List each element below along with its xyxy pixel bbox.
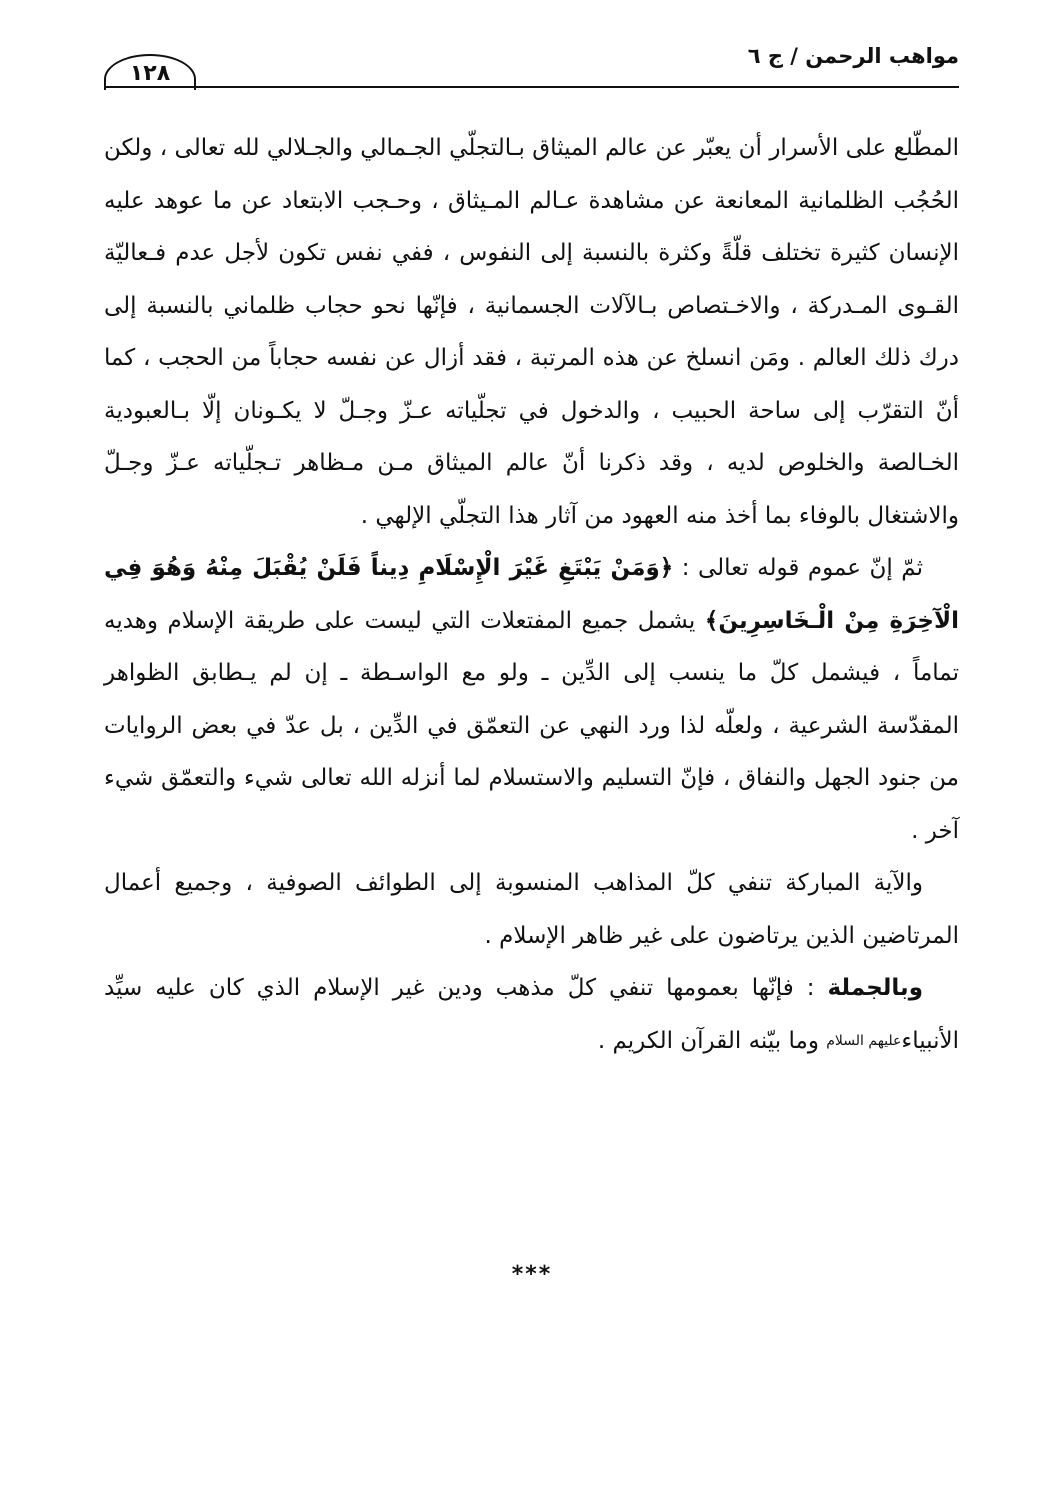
quran-verse: ﴿وَمَنْ يَبْتَغِ غَيْرَ الْإِسْلَامِ دِيناً فَلَنْ يُقْبَلَ مِنْهُ وَهُوَ فِي الْآخِرَةِ مِنْ الْـخَاسِرِينَ﴾: [104, 555, 959, 634]
paragraph-2: [104, 542, 959, 857]
paragraph-2-body: يشمل جميع المفتعلات التي ليست على طريقة الإسلام وهديه تماماً ، فيشمل كلّ ما ينسب إلى الدِّين ـ ولو مع الواسـطة ـ إن لم يـطابق الظواهر المقدّسة الشرعية ، ولعلّه لذا ورد النهي عن التعمّق في الدِّين ، بل عدّ في بعض الروايات من جنود الجهل والنفاق ، فإنّ التسليم والاستسلام لما أنزله الله تعالى شيء والتعمّق شيء آخر .: [104, 607, 959, 844]
header-divider: [104, 86, 959, 88]
paragraph-1: المطّلع على الأسرار أن يعبّر عن عالم الميثاق بـالتجلّي الجـمالي والجـلالي لله تعالى ، ولكن الحُجُب الظلمانية المعانعة عن مشاهدة عـالم المـيثاق ، وحـجب الابتعاد عن ما عوهد عليه الإنسان كثيرة تختلف قلّةً وكثرة بالنسبة إلى النفوس ، ففي نفس تكون لأجل عدم فـعاليّة القـوى المـدركة ، والاخـتصاص بـالآلات الجسمانية ، فإنّها نحو حجاب ظلماني بالنسبة إلى درك ذلك العالم . ومَن انسلخ عن هذه المرتبة ، فقد أزال عن نفسه حجاباً من الحجب ، كما أنّ التقرّب إلى ساحة الحبيب ، والدخول في تجلّياته عـزّ وجـلّ لا يكـونان إلّا بـالعبودية الخـالصة والخلوص لديه ، وقد ذكرنا أنّ عالم الميثاق مـن مـظاهر تـجلّياته عـزّ وجـلّ والاشتغال بالوفاء بما أخذ منه العهود من آثار هذا التجلّي الإلهي .: [104, 135, 959, 529]
book-title: مواهب الرحمن / ج ٦: [747, 44, 959, 68]
body-text: [104, 122, 959, 1067]
paragraph-2-intro: ثمّ إنّ عموم قوله تعالى :: [673, 555, 923, 581]
paragraph-4-end: وما بيّنه القرآن الكريم .: [597, 1027, 827, 1054]
section-separator: ***: [511, 1262, 553, 1287]
paragraph-4-lead: وبالجملة: [827, 975, 923, 1001]
paragraph-3: والآية المباركة تنفي كلّ المذاهب المنسوبة إلى الطوائف الصوفية ، وجميع أعمال المرتاضين الذين يرتاضون على غير ظاهر الإسلام .: [104, 870, 959, 949]
page-header: [104, 40, 959, 90]
page-number: ١٢٨: [104, 54, 196, 90]
paragraph-4: [104, 962, 959, 1067]
paragraph-4-body: : فإنّها بعمومها تنفي كلّ مذهب ودين غير الإسلام الذي كان عليه سيِّد الأنبياء: [104, 975, 959, 1054]
honorific-symbol: عليهم السلام: [826, 1032, 902, 1049]
